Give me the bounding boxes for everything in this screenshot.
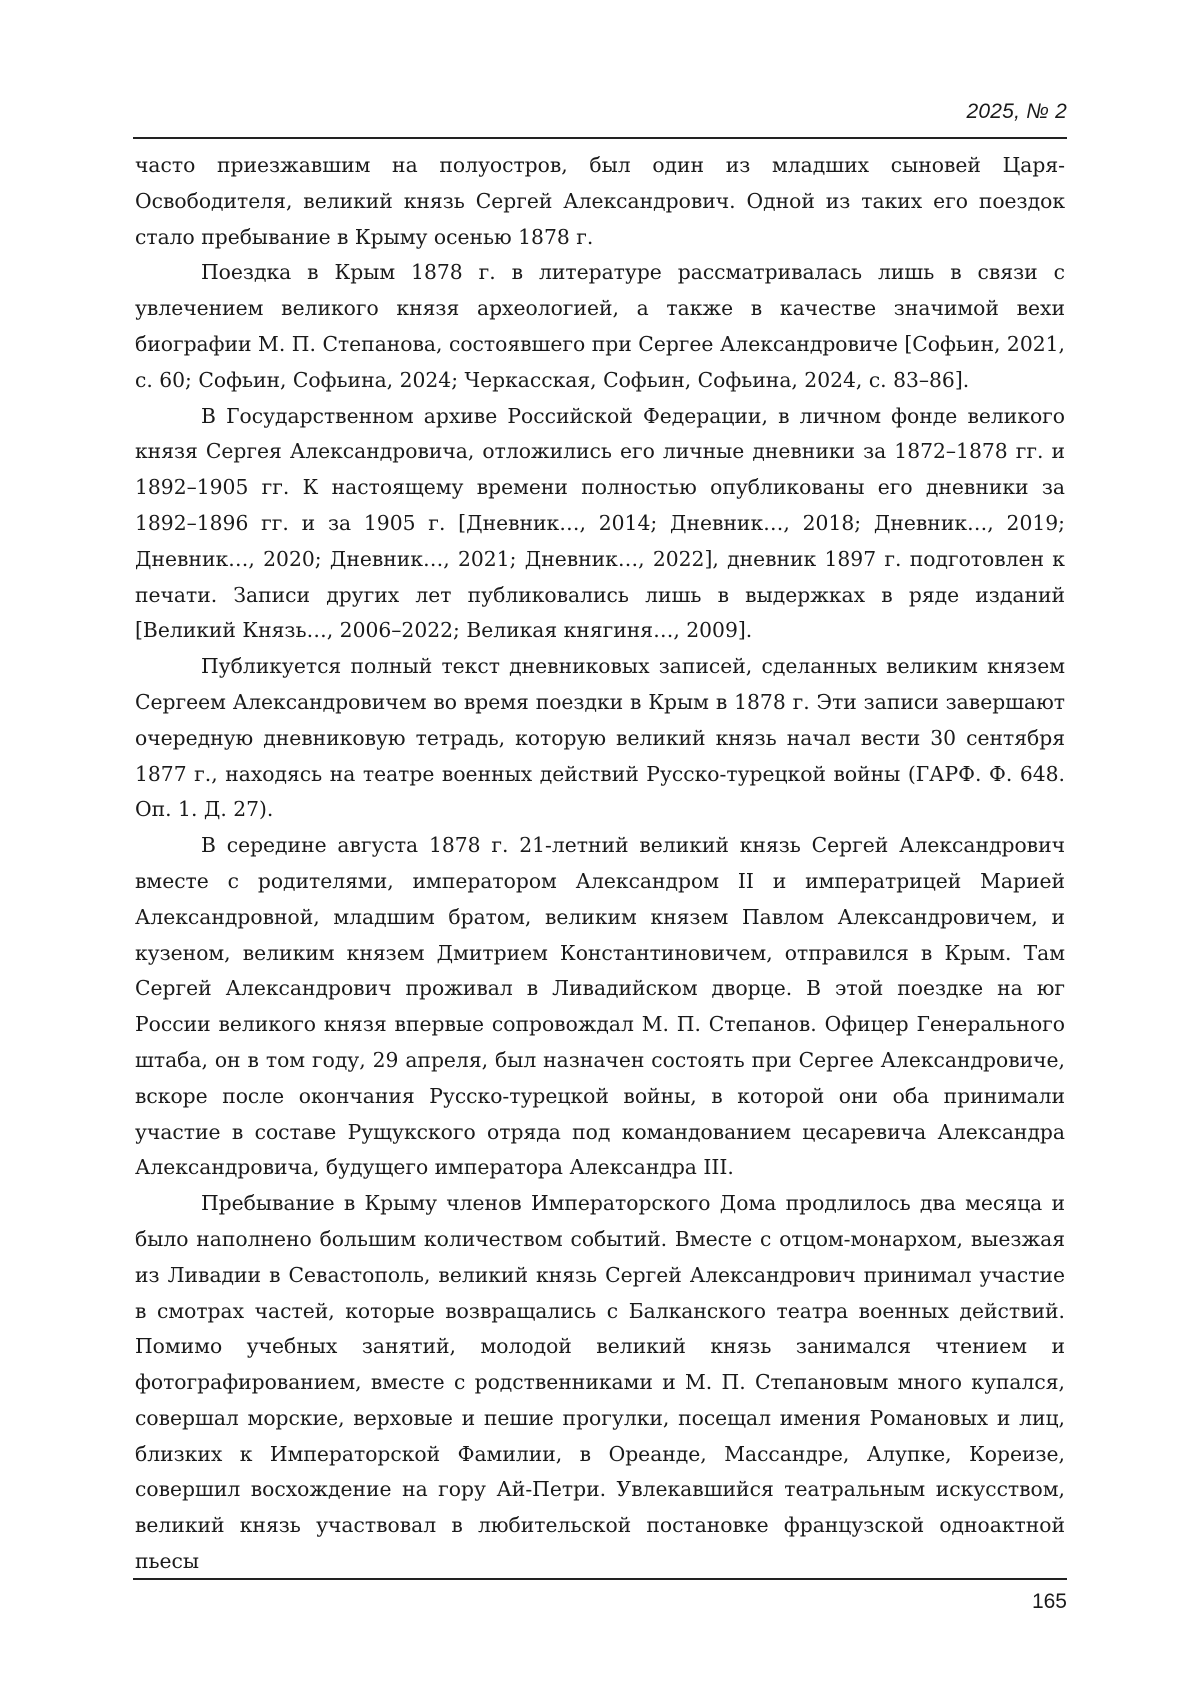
paragraph-1: часто приезжавшим на полуостров, был один из младших сыновей Царя-Освободителя, великий князь Сергей Александрович. Одной из таких его поездок стало пребывание в Крыму осенью 1878 г. — [135, 153, 1065, 249]
running-head-issue: 2025, № 2 — [966, 100, 1067, 123]
page-number: 165 — [1031, 1590, 1067, 1613]
paragraph-6: Пребывание в Крыму членов Императорского Дома продлилось два месяца и было наполнено большим количеством событий. Вместе с отцом-монархом, выезжая из Ливадии в Севастополь, великий князь Сергей Александрович принимал участие в смотрах частей, которые возвращались с Балканского театра военных действий. Помимо учебных занятий, молодой великий князь занимался чтением и фотографированием, вместе с родственниками и М. П. Степановым много купался, совершал морские, верховые и пешие прогулки, посещал имения Романовых и лиц, близких к Императорской Фамилии, в Ореанде, Массандре, Алупке, Кореизе, совершил восхождение на гору Ай-Петри. Увлекавшийся театральным искусством, великий князь участвовал в любительской постановке французской одноактной пьесы — [135, 1191, 1065, 1574]
header-rule — [133, 137, 1067, 139]
paragraph-4: Публикуется полный текст дневниковых записей, сделанных великим князем Сергеем Александровичем во время поездки в Крым в 1878 г. Эти записи завершают очередную дневниковую тетрадь, которую великий князь начал вести 30 сентября 1877 г., находясь на театре военных действий Русско-турецкой войны (ГАРФ. Ф. 648. Оп. 1. Д. 27). — [135, 654, 1065, 822]
paragraph-5: В середине августа 1878 г. 21-летний великий князь Сергей Александрович вместе с родителями, императором Александром II и императрицей Марией Александровной, младшим братом, великим князем Павлом Александровичем, и кузеном, великим князем Дмитрием Константиновичем, отправился в Крым. Там Сергей Александрович проживал в Ливадийском дворце. В этой поездке на юг России великого князя впервые сопровождал М. П. Степанов. Офицер Генерального штаба, он в том году, 29 апреля, был назначен состоять при Сергее Александровиче, вскоре после окончания Русско-турецкой войны, в которой они оба принимали участие в составе Рущукского отряда под командованием цесаревича Александра Александровича, будущего императора Александра III. — [135, 833, 1065, 1180]
article-body — [135, 148, 1065, 1580]
footer-rule — [133, 1578, 1067, 1580]
paragraph-2: Поездка в Крым 1878 г. в литературе рассматривалась лишь в связи с увлечением великого князя археологией, а также в качестве значимой вехи биографии М. П. Степанова, состоявшего при Сергее Александровиче [Софьин, 2021, с. 60; Софьин, Софьина, 2024; Черкасская, Софьин, Софьина, 2024, с. 83–86]. — [135, 260, 1065, 392]
paragraph-3: В Государственном архиве Российской Федерации, в личном фонде великого князя Сергея Александровича, отложились его личные дневники за 1872–1878 гг. и 1892–1905 гг. К настоящему времени полностью опубликованы его дневники за 1892–1896 гг. и за 1905 г. [Дневник…, 2014; Дневник…, 2018; Дневник…, 2019; Дневник…, 2020; Дневник…, 2021; Дневник…, 2022], дневник 1897 г. подготовлен к печати. Записи других лет публиковались лишь в выдержках в ряде изданий [Великий Князь…, 2006–2022; Великая княгиня…, 2009]. — [135, 403, 1065, 643]
